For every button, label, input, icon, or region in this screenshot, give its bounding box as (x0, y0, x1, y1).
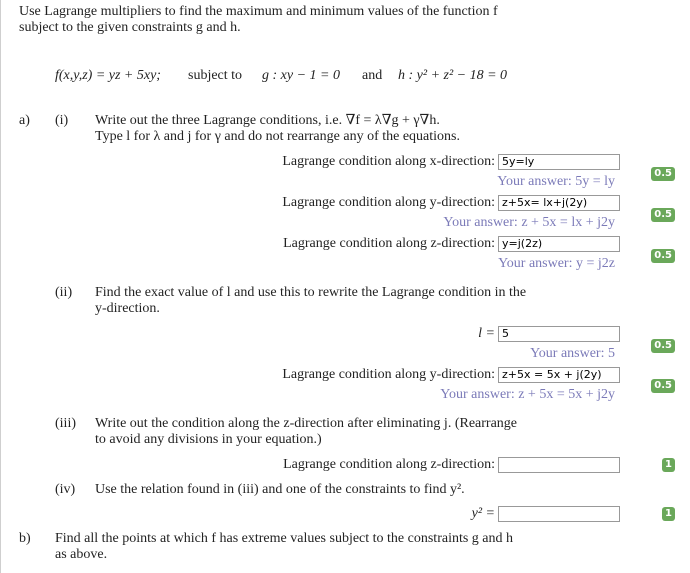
function-definition: f(x,y,z) = yz + 5xy; (55, 68, 161, 83)
y-condition-score-badge: 0.5 (651, 208, 675, 222)
subpart-iv-label: (iv) (55, 482, 76, 497)
rewritten-y-condition-label: Lagrange condition along y-direction: (282, 367, 495, 382)
subpart-iii-instruction2: to avoid any divisions in your equation.) (95, 432, 322, 447)
constraint-g: g : xy − 1 = 0 (262, 68, 340, 83)
problem-statement-line1: Use Lagrange multipliers to find the maximum and minimum values of the function f (19, 4, 498, 19)
y-squared-score-badge: 1 (662, 507, 675, 521)
x-condition-score-badge: 0.5 (651, 167, 675, 181)
part-b-label: b) (19, 531, 31, 546)
subpart-i-label: (i) (55, 113, 69, 128)
y-squared-input[interactable] (498, 506, 620, 522)
subpart-ii-instruction2: y-direction. (95, 301, 160, 316)
x-condition-answer: Your answer: 5y = ly (497, 174, 615, 189)
x-condition-input[interactable]: 5y=ly (498, 154, 620, 170)
constraint-h: h : y² + z² − 18 = 0 (398, 68, 508, 83)
left-border (0, 0, 1, 573)
subject-to-text: subject to (188, 68, 243, 83)
eliminated-z-condition-input[interactable] (498, 457, 620, 473)
l-value-score-badge: 0.5 (651, 339, 675, 353)
subpart-ii-instruction1: Find the exact value of l and use this to rewrite the Lagrange condition in the (95, 285, 527, 300)
part-b-instruction2: as above. (55, 547, 108, 562)
subpart-iii-label: (iii) (55, 416, 76, 431)
subpart-ii-label: (ii) (55, 285, 73, 300)
subpart-i-instruction2: Type l for λ and j for γ and do not rearrange any of the equations. (95, 129, 460, 144)
rewritten-y-condition-answer: Your answer: z + 5x = 5x + j2y (440, 387, 615, 402)
y-squared-label: y² = (471, 506, 495, 521)
subpart-iii-instruction1: Write out the condition along the z-direction after eliminating j. (Rearrange (95, 416, 518, 431)
y-condition-label: Lagrange condition along y-direction: (282, 195, 495, 210)
z-condition-score-badge: 0.5 (651, 249, 675, 263)
l-value-label: l = (478, 326, 495, 341)
y-condition-answer: Your answer: z + 5x = lx + j2y (443, 215, 615, 230)
z-condition-answer: Your answer: y = j2z (498, 256, 615, 271)
l-value-input[interactable]: 5 (498, 326, 620, 342)
subpart-i-instruction1: Write out the three Lagrange conditions, i.e. ∇f = λ∇g + γ∇h. (95, 113, 440, 128)
z-condition-label: Lagrange condition along z-direction: (283, 236, 495, 251)
problem-statement-line2: subject to the given constraints g and h. (19, 20, 241, 35)
eliminated-z-condition-label: Lagrange condition along z-direction: (283, 457, 495, 472)
x-condition-label: Lagrange condition along x-direction: (282, 154, 495, 169)
z-condition-input[interactable]: y=j(2z) (498, 236, 620, 252)
and-text: and (362, 68, 383, 83)
part-b-instruction1: Find all the points at which f has extreme values subject to the constraints g and h (55, 531, 514, 546)
eliminated-z-condition-score-badge: 1 (662, 458, 675, 472)
part-a-label: a) (19, 113, 30, 128)
l-value-answer: Your answer: 5 (530, 346, 615, 361)
rewritten-y-condition-input[interactable]: z+5x = 5x + j(2y) (498, 367, 620, 383)
y-condition-input[interactable]: z+5x= lx+j(2y) (498, 195, 620, 211)
subpart-iv-instruction: Use the relation found in (iii) and one of the constraints to find y². (95, 482, 465, 497)
rewritten-y-condition-score-badge: 0.5 (651, 379, 675, 393)
